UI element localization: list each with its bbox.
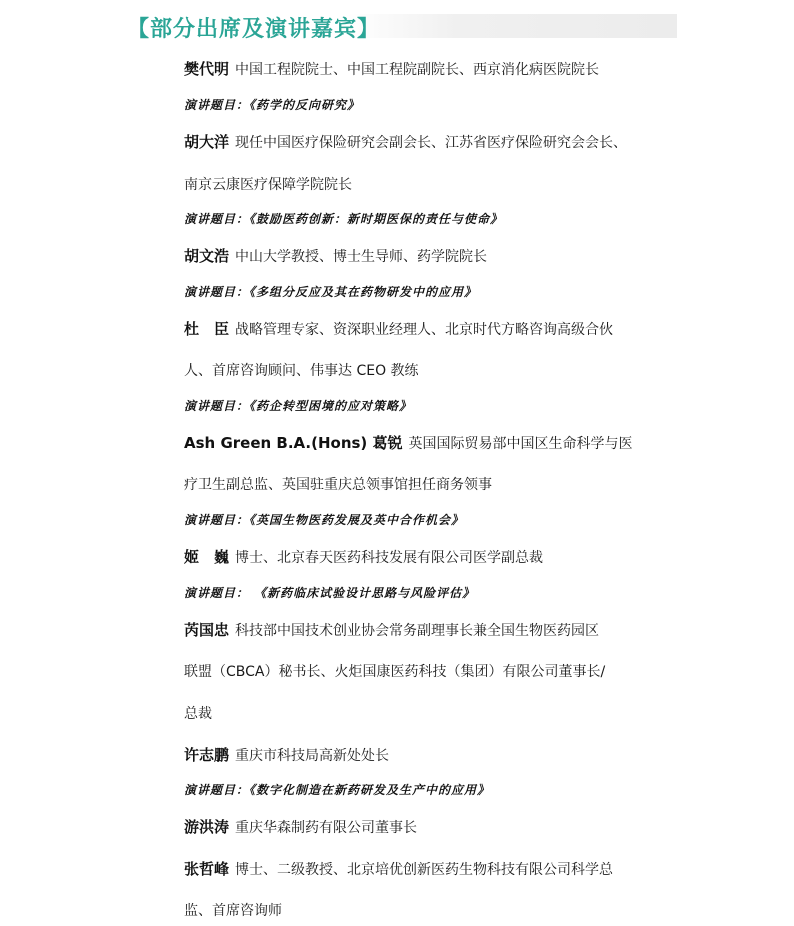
speaker-desc-cont: 疗卫生副总监、英国驻重庆总领事馆担任商务领事 [184, 477, 492, 493]
speaker-name: Ash Green B.A.(Hons) 葛锐 [184, 434, 403, 452]
speaker-name: 芮国忠 [184, 621, 230, 639]
speaker-talk: 演讲题目：《药企转型困境的应对策略》 [184, 399, 413, 413]
speaker-desc: 重庆华森制药有限公司董事长 [235, 820, 418, 836]
speaker-desc: 现任中国医疗保险研究会副会长、江苏省医疗保险研究会会长、 [235, 135, 628, 151]
speaker-desc: 博士、北京春天医药科技发展有限公司医学副总裁 [235, 550, 544, 566]
speaker-name: 姬 巍 [184, 548, 230, 566]
speaker-line [184, 432, 633, 453]
speaker-desc: 博士、二级教授、北京培优创新医药生物科技有限公司科学总 [235, 862, 614, 878]
speaker-line [184, 58, 599, 79]
speaker-line [184, 858, 613, 879]
speaker-line [184, 619, 599, 640]
speaker-line [184, 318, 613, 339]
speaker-talk: 演讲题目： 《新药临床试验设计思路与风险评估》 [184, 586, 476, 600]
speaker-name: 杜 臣 [184, 320, 230, 338]
section-title: 【部分出席及演讲嘉宾】 [127, 17, 381, 42]
speaker-talk: 演讲题目：《英国生物医药发展及英中合作机会》 [184, 513, 465, 527]
speaker-talk: 演讲题目：《鼓励医药创新：新时期医保的责任与使命》 [184, 212, 504, 226]
speaker-desc: 战略管理专家、资深职业经理人、北京时代方略咨询高级合伙 [235, 322, 614, 338]
speaker-desc-cont: 总裁 [184, 706, 212, 722]
speaker-line [184, 546, 543, 567]
section-header [127, 14, 677, 42]
speaker-line [184, 744, 389, 765]
speaker-talk: 演讲题目：《多组分反应及其在药物研发中的应用》 [184, 285, 478, 299]
speaker-desc: 重庆市科技局高新处处长 [235, 748, 390, 764]
speaker-name: 胡文浩 [184, 247, 230, 265]
speaker-name: 游洪涛 [184, 818, 230, 836]
speaker-desc: 中山大学教授、博士生导师、药学院院长 [235, 249, 488, 265]
speaker-desc-cont: 联盟（CBCA）秘书长、火炬国康医药科技（集团）有限公司董事长/ [184, 664, 606, 680]
speaker-name: 樊代明 [184, 60, 230, 78]
speaker-desc-cont: 南京云康医疗保障学院院长 [184, 177, 352, 193]
speaker-name: 许志鹏 [184, 746, 230, 764]
speaker-desc: 英国国际贸易部中国区生命科学与医 [408, 436, 633, 452]
speaker-line [184, 245, 487, 266]
speaker-desc: 科技部中国技术创业协会常务副理事长兼全国生物医药园区 [235, 623, 600, 639]
speaker-desc: 中国工程院院士、中国工程院副院长、西京消化病医院院长 [235, 62, 600, 78]
speaker-line [184, 816, 417, 837]
speaker-desc-cont: 人、首席咨询顾问、伟事达 CEO 教练 [184, 363, 419, 379]
speaker-line [184, 131, 627, 152]
speaker-name: 张哲峰 [184, 860, 230, 878]
speaker-talk: 演讲题目：《药学的反向研究》 [184, 98, 361, 112]
speaker-name: 胡大洋 [184, 133, 230, 151]
speaker-desc-cont: 监、首席咨询师 [184, 903, 282, 919]
speaker-talk: 演讲题目：《数字化制造在新药研发及生产中的应用》 [184, 783, 491, 797]
